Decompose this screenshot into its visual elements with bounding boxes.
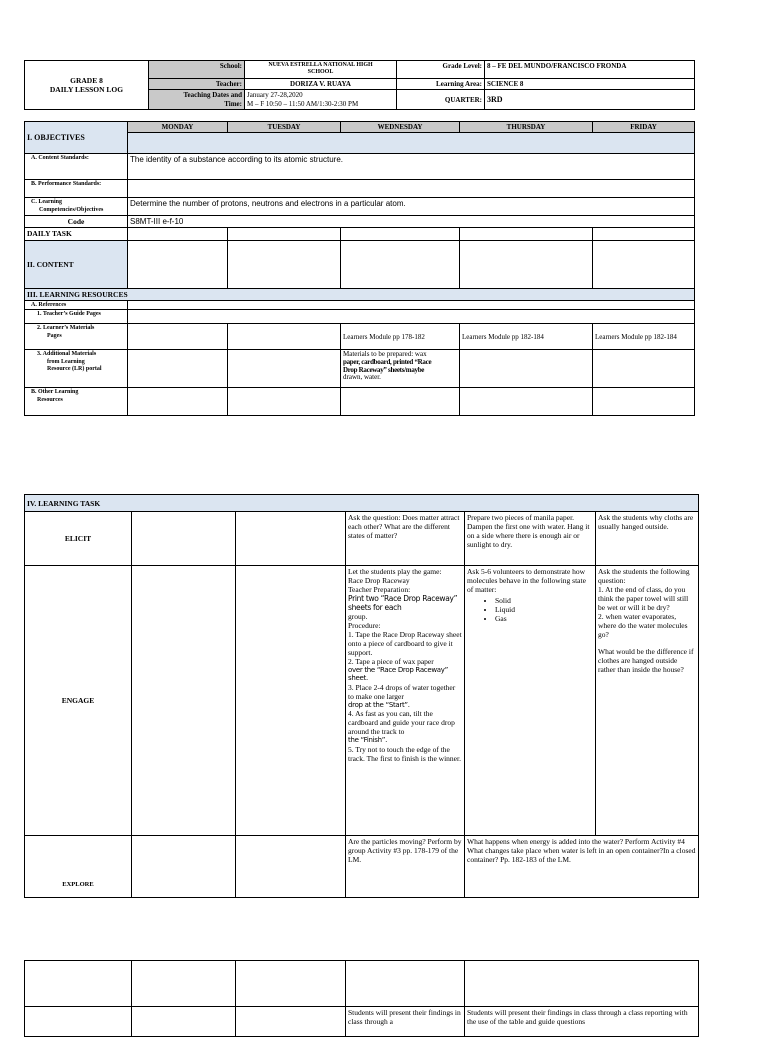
content-heading: II. CONTENT xyxy=(25,241,128,289)
competencies-label: C. Learning Competencies/Objectives xyxy=(25,198,128,215)
day-header-thursday: THURSDAY xyxy=(460,122,593,133)
code-label: Code xyxy=(25,215,128,228)
other-fri xyxy=(593,388,695,416)
teacher-label: Teacher: xyxy=(149,79,245,90)
additional-wed: Materials to be prepared: wax paper, cardboard, printed “Race Drop Raceway” sheets/maybe drawn, water. xyxy=(341,350,460,388)
list-item: • Liquid xyxy=(495,605,593,614)
list-item: • Solid xyxy=(495,596,593,605)
daily-task-wed xyxy=(341,228,460,241)
daily-task-mon xyxy=(128,228,228,241)
header-table xyxy=(24,60,695,110)
performance-standards-label: B. Performance Standards: xyxy=(25,180,128,198)
additional-materials-label: 3. Additional Materials from Learning Resource (LR) portal xyxy=(25,350,128,388)
references-value xyxy=(128,301,695,310)
explain-label xyxy=(25,1007,132,1037)
additional-mon xyxy=(128,350,228,388)
lm-thu: Learners Module pp 182-184 xyxy=(460,324,593,350)
elicit-wed: Ask the question: Does matter attract each other? What are the different states of matter? xyxy=(346,512,465,566)
explain-mon xyxy=(132,1007,236,1037)
other-wed xyxy=(341,388,460,416)
learners-materials-label: 2. Learner’s Materials Pages xyxy=(25,324,128,350)
competencies-value: Determine the number of protons, neutrons and electrons in a particular atom. xyxy=(128,198,695,215)
day-header-tuesday: TUESDAY xyxy=(228,122,341,133)
additional-thu xyxy=(460,350,593,388)
code-value: S8MT-III e-f-10 xyxy=(128,215,695,228)
day-header-monday: MONDAY xyxy=(128,122,228,133)
lm-tue xyxy=(228,324,341,350)
grade-level-label: Grade Level: xyxy=(397,61,485,79)
teaching-dates-value: January 27-28,2020 M – F 10:50 – 11:50 AM/1:30-2:30 PM xyxy=(245,90,397,110)
grade-label: GRADE 8 xyxy=(70,76,103,86)
engage-label: ENGAGE xyxy=(25,566,132,836)
elicit-label: ELICIT xyxy=(25,512,132,566)
engage-thu: Ask 5-6 volunteers to demonstrate how molecules behave in the following state of matter: • Solid • Liquid • Gas xyxy=(465,566,596,836)
blank-wed xyxy=(346,961,465,1007)
states-of-matter-list xyxy=(467,596,593,623)
explore-tue xyxy=(236,836,346,898)
other-thu xyxy=(460,388,593,416)
teacher-value: DORIZA V. RUAYA xyxy=(245,79,397,90)
content-standards-label: A. Content Standards: xyxy=(25,154,128,180)
school-label: School: xyxy=(149,61,245,79)
daily-task-thu xyxy=(460,228,593,241)
explain-wed: Students will present their findings in class through a xyxy=(346,1007,465,1037)
teachers-guide-value xyxy=(128,310,695,324)
explain-thu-fri: Students will present their findings in class through a class reporting with the use of the table and guide questions xyxy=(465,1007,699,1037)
other-tue xyxy=(228,388,341,416)
daily-task-tue xyxy=(228,228,341,241)
grade-level-value: 8 – FE DEL MUNDO/FRANCISCO FRONDA xyxy=(485,61,695,79)
learning-task-table xyxy=(24,494,699,898)
daily-task-fri xyxy=(593,228,695,241)
performance-standards-value xyxy=(128,180,695,198)
elicit-mon xyxy=(132,512,236,566)
learning-area-value: SCIENCE 8 xyxy=(485,79,695,90)
lm-fri: Learners Module pp 182-184 xyxy=(593,324,695,350)
explain-tue xyxy=(236,1007,346,1037)
blank-label xyxy=(25,961,132,1007)
other-resources-label: B. Other Learning Resources xyxy=(25,388,128,416)
elicit-thu: Prepare two pieces of manila paper. Dampen the first one with water. Hang it on a side where there is enough air or sunlight to dry. xyxy=(465,512,596,566)
continuation-table xyxy=(24,960,699,1037)
learning-area-label: Learning Area: xyxy=(397,79,485,90)
explore-mon xyxy=(132,836,236,898)
day-header-friday: FRIDAY xyxy=(593,122,695,133)
elicit-tue xyxy=(236,512,346,566)
references-label: A. References xyxy=(25,301,128,310)
content-wed xyxy=(341,241,460,289)
blank-mon xyxy=(132,961,236,1007)
additional-fri xyxy=(593,350,695,388)
engage-tue xyxy=(236,566,346,836)
content-mon xyxy=(128,241,228,289)
explore-wed: Are the particles moving? Perform by group Activity #3 pp. 178-179 of the LM. xyxy=(346,836,465,898)
blank-thu-fri xyxy=(465,961,699,1007)
teaching-dates-label: Teaching Dates and Time: xyxy=(149,90,245,110)
content-fri xyxy=(593,241,695,289)
list-item: • Gas xyxy=(495,614,593,623)
school-value: NUEVA ESTRELLA NATIONAL HIGH SCHOOL xyxy=(245,61,397,79)
quarter-value: 3RD xyxy=(485,90,695,110)
engage-mon xyxy=(132,566,236,836)
objectives-heading: I. OBJECTIVES xyxy=(25,122,128,154)
learning-task-heading: IV. LEARNING TASK xyxy=(25,495,699,512)
daily-lesson-log-label: DAILY LESSON LOG xyxy=(49,85,124,95)
engage-fri: Ask the students the following question: 1. At the end of class, do you think the paper towel will still be wet or will it be dry? 2. when water evaporates, where do the water molecules go? What would be the difference if clothes are hanged outside rather than inside the house? xyxy=(596,566,699,836)
other-mon xyxy=(128,388,228,416)
grade-title-cell xyxy=(25,61,149,110)
blank-tue xyxy=(236,961,346,1007)
teachers-guide-label: 1. Teacher’s Guide Pages xyxy=(25,310,128,324)
additional-tue xyxy=(228,350,341,388)
explore-label: EXPLORE xyxy=(25,836,132,898)
objectives-blank xyxy=(128,133,695,154)
content-standards-value: The identity of a substance according to its atomic structure. xyxy=(128,154,695,180)
day-header-wednesday: WEDNESDAY xyxy=(341,122,460,133)
lm-wed: Learners Module pp 178-182 xyxy=(341,324,460,350)
content-tue xyxy=(228,241,341,289)
elicit-fri: Ask the students why cloths are usually hanged outside. xyxy=(596,512,699,566)
lesson-plan-table xyxy=(24,121,695,416)
daily-task-label: DAILY TASK xyxy=(25,228,128,241)
content-thu xyxy=(460,241,593,289)
engage-wed: Let the students play the game: Race Drop Raceway Teacher Preparation: Print two “Race Drop Raceway” sheets for each group. Procedure: 1. Tape the Race Drop Raceway sheet onto a piece of cardboard to give it support. 2. Tape a piece of wax paper over the “Race Drop Raceway” sheet. 3. Place 2-4 drops of water together to make one larger drop at the “Start”. 4. As fast as you can, tilt the cardboard and guide your race drop around the track to the “Finish”. 5. Try not to touch the edge of the track. The first to finish is the winner. xyxy=(346,566,465,836)
learning-resources-heading: III. LEARNING RESOURCES xyxy=(25,289,695,301)
lm-mon xyxy=(128,324,228,350)
quarter-label: QUARTER: xyxy=(397,90,485,110)
explore-thu-fri: What happens when energy is added into the water? Perform Activity #4 What changes take place when water is left in an open container?In a closed container? Pp. 182-183 of the LM. xyxy=(465,836,699,898)
